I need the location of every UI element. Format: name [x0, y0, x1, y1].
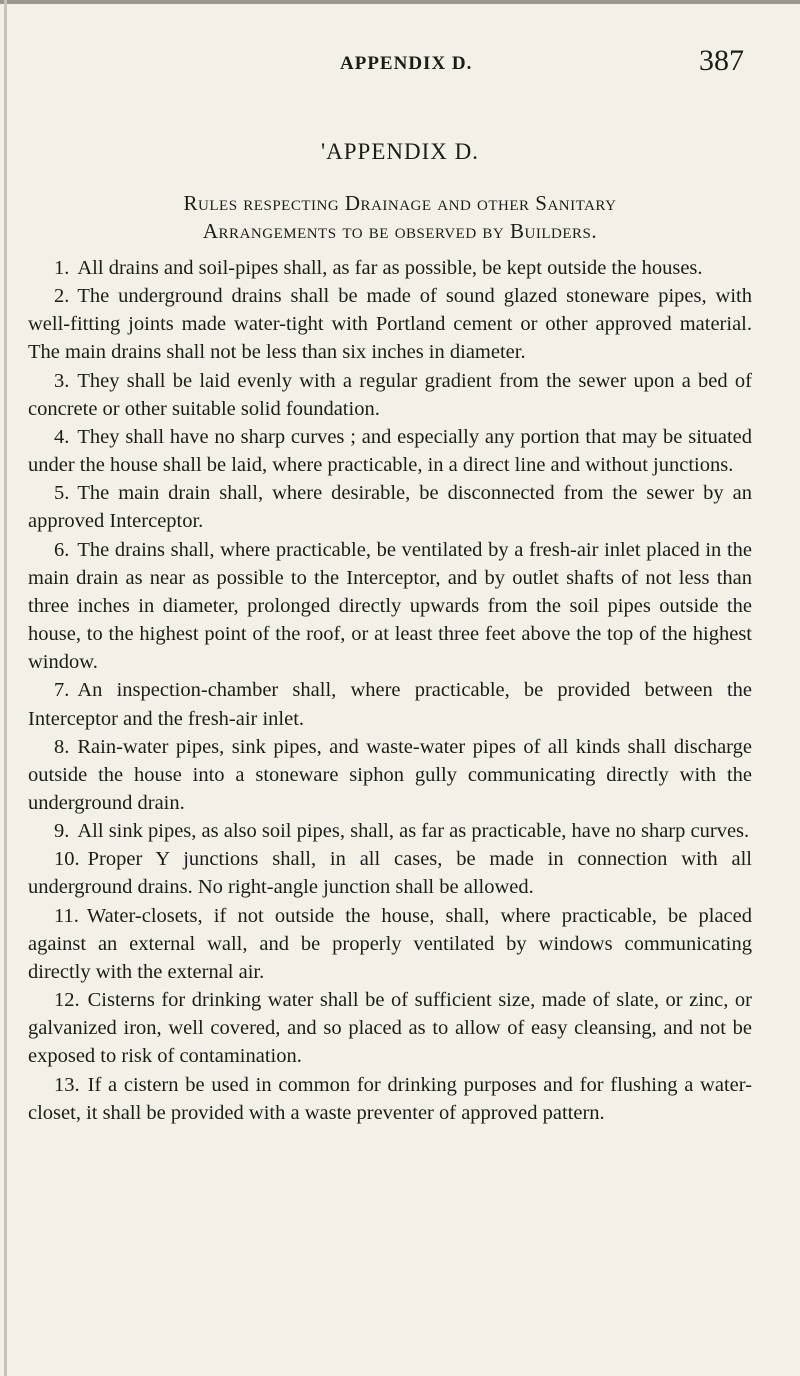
rule-2: [28, 282, 752, 366]
rule-number: 7.: [54, 679, 70, 702]
rule-text: All drains and soil-pipes shall, as far as possible, be kept outside the houses.: [77, 257, 703, 279]
rule-text: An inspection-chamber shall, where practicable, be provided between the Interceptor and the fresh-air inlet.: [28, 679, 752, 730]
rule-text: If a cistern be used in common for drinking purposes and for flushing a water-closet, it shall be provided with a waste preventer of approved pattern.: [28, 1073, 752, 1124]
rule-number: 3.: [54, 369, 70, 392]
rule-number: 11.: [54, 904, 79, 927]
rule-11: [28, 902, 752, 986]
rule-number: 6.: [54, 538, 70, 561]
rule-text: Proper Y junctions shall, in all cases, be made in connection with all underground drains. No right-angle junction shall be allowed.: [28, 848, 752, 899]
running-head: APPENDIX D.: [340, 53, 473, 74]
rule-text: All sink pipes, as also soil pipes, shall, as far as practicable, have no sharp curves.: [77, 820, 750, 843]
rule-5: [28, 479, 752, 535]
rule-text: The main drain shall, where desirable, be disconnected from the sewer by an approved Interceptor.: [28, 482, 752, 533]
rule-text: Rain-water pipes, sink pipes, and waste-water pipes of all kinds shall discharge outside the house into a stoneware siphon gully communicating directly with the underground drain.: [28, 735, 752, 814]
rule-4: [28, 423, 752, 479]
rule-number: 4.: [54, 425, 70, 448]
rule-number: 8.: [54, 735, 70, 758]
page-number: 387: [699, 44, 744, 77]
rule-3: [28, 367, 752, 423]
rule-number: 13.: [54, 1073, 80, 1096]
rule-13: [28, 1071, 752, 1127]
rule-7: [28, 676, 752, 732]
left-edge-rule: [4, 0, 7, 1376]
subtitle-line-2: Arrangements to be observed by Builders.: [202, 219, 598, 243]
subtitle-line-1: Rules respecting Drainage and other Sanitary: [183, 191, 617, 215]
rule-number: 1.: [54, 257, 70, 279]
appendix-title: 'APPENDIX D.: [321, 139, 479, 164]
rule-text: Cisterns for drinking water shall be of sufficient size, made of slate, or zinc, or galvanized iron, well covered, and so placed as to allow of easy cleansing, and not be exposed to risk of contamination.: [28, 989, 752, 1068]
top-edge-rule: [0, 0, 800, 4]
rule-text: Water-closets, if not outside the house, shall, where practicable, be placed against an external wall, and be properly ventilated by windows communicating directly with the external air.: [28, 904, 752, 983]
rules-list: [28, 254, 752, 1127]
rule-text: The underground drains shall be made of sound glazed stoneware pipes, with well-fitting joints made water-tight with Portland cement or other approved material. The main drains shall not be less than six inches in diameter.: [28, 285, 752, 364]
rule-text: The drains shall, where practicable, be ventilated by a fresh-air inlet placed in the main drain as near as possible to the Interceptor, and by outlet shafts of not less than three inches in diameter, prolonged directly upwards from the soil pipes outside the house, to the highest point of the roof, or at least three feet above the top of the highest window.: [28, 538, 752, 674]
rule-9: [28, 817, 752, 845]
rule-text: They shall have no sharp curves ; and especially any portion that may be situated under the house shall be laid, where practicable, in a direct line and without junctions.: [28, 425, 752, 477]
rule-number: 5.: [54, 482, 70, 505]
rule-1: [28, 254, 752, 282]
rule-text: They shall be laid evenly with a regular gradient from the sewer upon a bed of concrete or other suitable solid foundation.: [28, 369, 752, 420]
rule-6: [28, 536, 752, 677]
rule-number: 9.: [54, 820, 70, 843]
rule-number: 12.: [54, 989, 80, 1012]
rule-12: [28, 986, 752, 1070]
rule-8: [28, 733, 752, 817]
rule-number: 10.: [54, 848, 80, 871]
rule-10: [28, 845, 752, 901]
rule-number: 2.: [54, 285, 70, 308]
